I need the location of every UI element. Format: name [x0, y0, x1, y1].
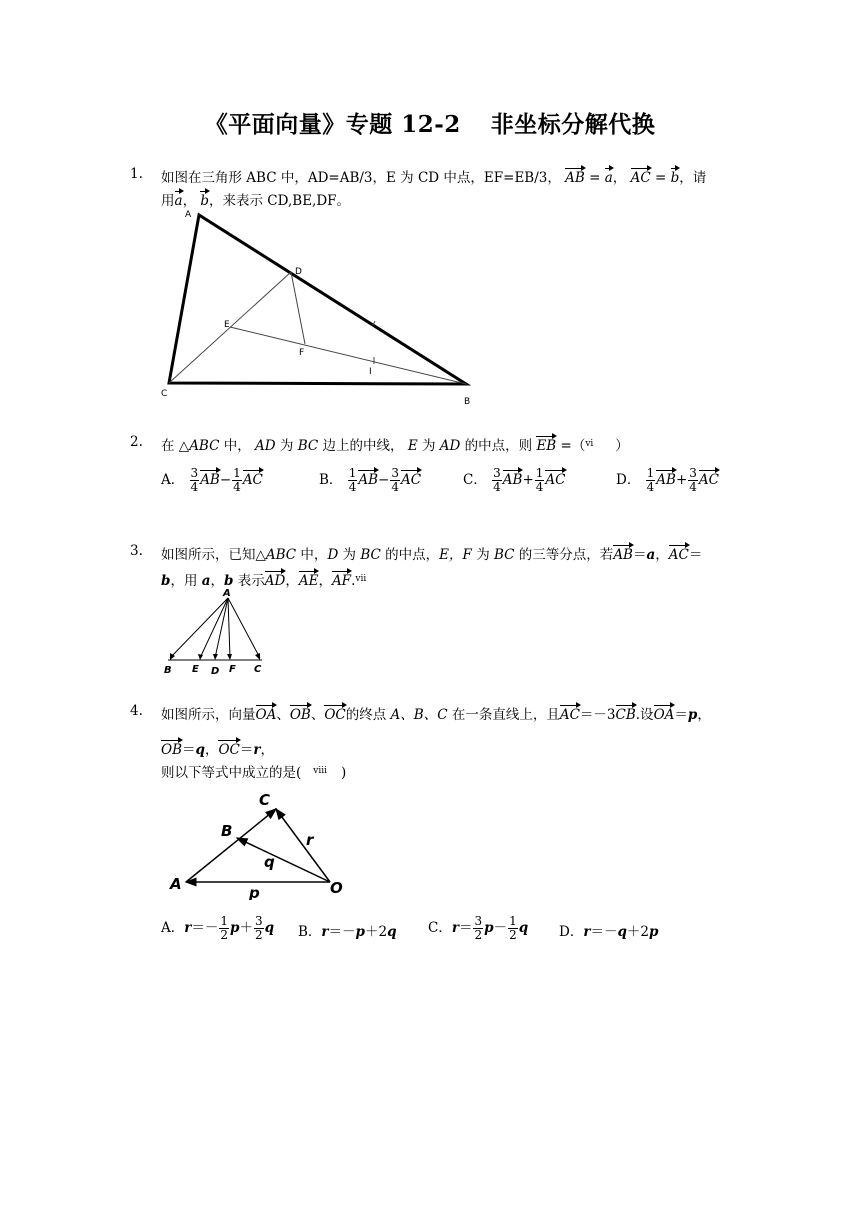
q3-vec-ad: AD: [265, 570, 286, 589]
q2-t2: 为: [275, 438, 298, 454]
q2-d-frac1: $\frac{1}{4}$: [646, 466, 655, 494]
q4-d-q: q: [617, 924, 627, 940]
q4-t6: ＝: [674, 707, 688, 723]
q4-d-r: r: [583, 924, 591, 940]
q4-vec-oa: OA: [256, 704, 277, 723]
q2-c-frac2: $\frac{1}{4}$: [535, 466, 544, 494]
q3-t10: .: [351, 573, 356, 589]
q4-t12: 则以下等式中成立的是(: [161, 765, 302, 781]
q3-t3: 为: [338, 547, 361, 563]
q2-stem: [161, 434, 629, 454]
q2-d-op: +: [675, 472, 688, 488]
q2-b-frac2: $\frac{3}{4}$: [391, 466, 399, 494]
q4-label-q: q: [264, 853, 275, 871]
q4-option-c-label: C．: [428, 920, 452, 936]
q2-option-a[interactable]: [161, 467, 263, 494]
q2-d-frac2: $\frac{3}{4}$: [689, 466, 697, 494]
q4-t11: ，: [260, 742, 274, 758]
q2-vec-eb: EB: [536, 435, 556, 454]
q1-label-d: D: [295, 267, 302, 277]
q4-t8: ＝: [182, 742, 196, 758]
q2-option-a-label: A．: [161, 472, 185, 488]
q4-figure: [165, 785, 355, 900]
q2-ad: AD: [255, 438, 276, 454]
page-title: [0, 106, 860, 139]
q1-label-b: B: [464, 397, 471, 407]
q1-line2-post: ，来表示 CD,BE,DF。: [209, 193, 351, 209]
q4-line2: [161, 738, 274, 758]
q4-p: p: [687, 707, 698, 723]
q2-b-op: −: [378, 472, 390, 488]
q3-a: a: [646, 547, 656, 563]
q4-close: ): [341, 765, 347, 781]
q1-triangle-abc: [169, 215, 466, 384]
q2-b-v1: AB: [358, 469, 378, 488]
q2-t1: 中，: [219, 438, 256, 454]
q2-b-frac1: $\frac{1}{4}$: [348, 466, 357, 494]
q4-b-rest: ＋2: [365, 924, 388, 940]
q4-vec-oc: OC: [324, 704, 345, 723]
q3-t4: 的中点，: [380, 547, 440, 563]
q2-t4: 为: [417, 438, 440, 454]
q4-a-r: r: [184, 920, 192, 936]
q4-option-b[interactable]: [298, 920, 397, 940]
q4-b-p: p: [355, 924, 365, 940]
q4-c-p: p: [484, 920, 494, 936]
q4-option-c[interactable]: [428, 915, 528, 942]
q1-label-e: E: [224, 320, 230, 330]
q3-vec-ac: AC: [669, 544, 689, 563]
q3-segment-af: [228, 598, 230, 658]
q4-b-r: r: [321, 924, 329, 940]
q4-b-q: q: [387, 924, 397, 940]
q3-vec-ab: AB: [613, 544, 633, 563]
q3-t1: 如图所示，已知△: [161, 547, 266, 563]
q2-a-v1: AB: [200, 469, 220, 488]
q1-vec-b: b: [671, 167, 680, 186]
q2-bc: BC: [297, 438, 319, 454]
q3-vec-ae: AE: [299, 570, 319, 589]
q4-t5: .设: [635, 707, 654, 723]
q3-b2: b: [224, 573, 234, 589]
q2-a-frac2: $\frac{1}{4}$: [233, 466, 241, 494]
q2-a-v2: AC: [243, 469, 263, 488]
q4-c-frac1: $\frac{3}{2}$: [474, 914, 483, 942]
q4-line3: [161, 761, 346, 781]
q3-label-c: C: [254, 664, 262, 675]
title-part1: 《平面向量》专题 12-2: [204, 111, 461, 138]
q1-vec-ac: AC: [631, 167, 651, 186]
q3-label-d: D: [211, 666, 220, 677]
q4-a-p: p: [230, 920, 240, 936]
q3-number: 3.: [130, 543, 143, 559]
q2-t5: 的中点，则: [460, 438, 537, 454]
q1-vec-b2: b: [200, 190, 209, 209]
q4-d-p: p: [649, 924, 659, 940]
q2-c-frac1: $\frac{3}{4}$: [493, 466, 501, 494]
q2-t0: 在 △: [161, 438, 190, 454]
q1-line2: 用a， b，来表示 CD,BE,DF。: [161, 189, 350, 209]
q4-sep1: 、: [276, 707, 290, 723]
q2-d-v2: AC: [699, 469, 719, 488]
q4-b-eq: ＝－: [328, 924, 356, 940]
q3-label-f: F: [229, 664, 236, 675]
q1-label-a: A: [185, 210, 192, 220]
q3-figure: [158, 586, 278, 678]
q3-vec-af: AF: [332, 570, 351, 589]
q4-t4: ＝－3: [579, 707, 616, 723]
q2-d-v1: AB: [656, 469, 676, 488]
q3-eq1: ＝: [632, 547, 647, 563]
q2-abc: ABC: [189, 438, 220, 454]
q1-tail: ，请: [679, 170, 707, 186]
q3-t2: 中，: [296, 547, 328, 563]
q2-option-c[interactable]: [463, 467, 566, 494]
q4-a-plus: ＋: [239, 920, 253, 936]
q1-segment-eb: [230, 327, 466, 384]
q4-label-a: A: [170, 875, 182, 893]
q3-d: D: [327, 547, 339, 563]
q4-t1: 如图所示，向量: [161, 707, 256, 723]
q4-sep2: 、: [310, 707, 325, 723]
q3-b: b: [161, 573, 171, 589]
q2-option-b-label: B．: [319, 472, 343, 488]
q3-segment-ac: [228, 598, 260, 658]
q3-segment-ab: [170, 598, 228, 658]
q3-t9: 表示: [233, 573, 265, 589]
q4-label-b: B: [221, 822, 233, 840]
q3-ef: E，F: [439, 547, 472, 563]
q4-vec-cb: CB: [616, 704, 636, 723]
q4-label-c: C: [259, 791, 271, 809]
q4-d-rest: ＋2: [626, 924, 649, 940]
q4-option-a-label: A．: [161, 920, 185, 936]
q4-a-eq: ＝－: [191, 920, 219, 936]
q3-segment-ae: [200, 598, 228, 658]
q4-c-frac2: $\frac{1}{2}$: [509, 914, 517, 942]
q4-a-q: q: [264, 920, 275, 936]
q4-t10: ＝: [239, 742, 254, 758]
q2-t3: 边上的中线，: [318, 438, 408, 454]
q4-d-eq: ＝－: [590, 924, 618, 940]
q3-t6: 的三等分点，若: [514, 547, 614, 563]
q1-label-c: C: [161, 389, 168, 399]
q4-line1: [161, 703, 711, 723]
q4-t3: 在一条直线上，且: [447, 707, 560, 723]
q2-option-c-label: C．: [463, 472, 487, 488]
q2-t6: =（: [556, 438, 586, 454]
q1-segment-df: [291, 272, 305, 344]
q4-option-d[interactable]: [559, 920, 658, 940]
q2-c-v1: AB: [503, 469, 523, 488]
q4-note: viii: [313, 766, 328, 776]
q2-close: ）: [615, 438, 629, 454]
q4-label-p: p: [249, 884, 260, 900]
q1-figure: [155, 205, 485, 410]
q1-label-f: F: [299, 348, 305, 358]
q1-vec-a: a: [605, 167, 613, 186]
q2-note: vi: [585, 439, 594, 449]
q1-label-i: I: [369, 367, 372, 377]
q3-eq2: ＝: [688, 547, 703, 563]
q1-text: 如图在三角形 ABC 中，AD=AB/3，E 为 CD 中点，EF=EB/3，: [161, 170, 561, 186]
q3-abc: ABC: [265, 547, 297, 563]
q3-note: vii: [355, 574, 367, 584]
q3-comma: ，: [655, 547, 669, 563]
q3-segment-ad: [215, 598, 228, 658]
q3-arrow-f: [227, 654, 232, 660]
q4-q: q: [195, 742, 205, 758]
q1-vec-a2: a: [175, 190, 183, 209]
q1-line1: 如图在三角形 ABC 中，AD=AB/3，E 为 CD 中点，EF=EB/3， AB = a， AC = b，请: [161, 166, 706, 186]
q3-label-b: B: [164, 665, 172, 676]
q4-vec-ob2: OB: [161, 739, 182, 758]
q4-abc: A、B、C: [390, 707, 448, 723]
q3-bc2: BC: [494, 547, 515, 563]
q4-c-minus: －: [493, 920, 508, 936]
q1-vec-ab: AB: [565, 167, 585, 186]
q4-a-frac2: $\frac{3}{2}$: [254, 914, 263, 942]
q2-e: E: [407, 438, 418, 454]
q4-c-q: q: [518, 920, 529, 936]
q3-arrow-e: [198, 654, 203, 660]
q2-ad2: AD: [439, 438, 461, 454]
q4-t2: 的终点: [345, 707, 391, 723]
q2-a-frac1: $\frac{3}{4}$: [190, 466, 199, 494]
q3-t8: ，: [210, 573, 224, 589]
q4-r: r: [253, 742, 261, 758]
q3-label-e: E: [192, 664, 199, 675]
q4-t7: ，: [697, 707, 711, 723]
q4-line-ac: [186, 809, 276, 882]
q4-vec-oc2: OC: [218, 739, 239, 758]
q4-c-r: r: [451, 920, 459, 936]
q4-label-o: O: [330, 879, 343, 897]
q3-a2: a: [201, 573, 211, 589]
q2-b-v2: AC: [401, 469, 421, 488]
q2-option-b[interactable]: [319, 467, 421, 494]
q3-t5: 为: [471, 547, 494, 563]
q4-vec-ac: AC: [560, 704, 580, 723]
q2-option-d[interactable]: [616, 467, 719, 494]
q4-t9: ，: [204, 742, 219, 758]
q4-option-d-label: D．: [559, 924, 584, 940]
q2-number: 2.: [130, 434, 143, 450]
q4-vector-oc: [276, 809, 330, 882]
q3-label-a: A: [223, 588, 231, 599]
q4-vec-oa2: OA: [654, 704, 675, 723]
q1-number: 1.: [130, 166, 143, 182]
q2-c-v2: AC: [545, 469, 565, 488]
q3-line1: [161, 543, 702, 563]
q3-line2: b，用 a，b 表示AD，AE，AF.$^{vii}$: [161, 569, 366, 589]
q3-arrow-d: [213, 654, 218, 660]
q4-label-r: r: [306, 831, 314, 849]
q2-option-d-label: D．: [616, 472, 641, 488]
title-part2: 非坐标分解代换: [490, 111, 656, 138]
q3-bc: BC: [360, 547, 381, 563]
q1-line2-pre: 用: [161, 193, 175, 209]
q4-number: 4.: [130, 703, 143, 719]
q4-a-frac1: $\frac{1}{2}$: [220, 914, 229, 942]
q2-c-op: +: [522, 472, 534, 488]
q3-t7: ，用: [170, 573, 202, 589]
q4-vec-ob: OB: [290, 704, 311, 723]
q4-c-eq: ＝: [458, 920, 473, 936]
q2-a-op: −: [219, 472, 232, 488]
q3-arrow-c: [255, 653, 260, 660]
q4-option-b-label: B．: [298, 924, 322, 940]
q4-option-a[interactable]: [161, 915, 274, 942]
q4-vector-ob: [237, 838, 330, 882]
